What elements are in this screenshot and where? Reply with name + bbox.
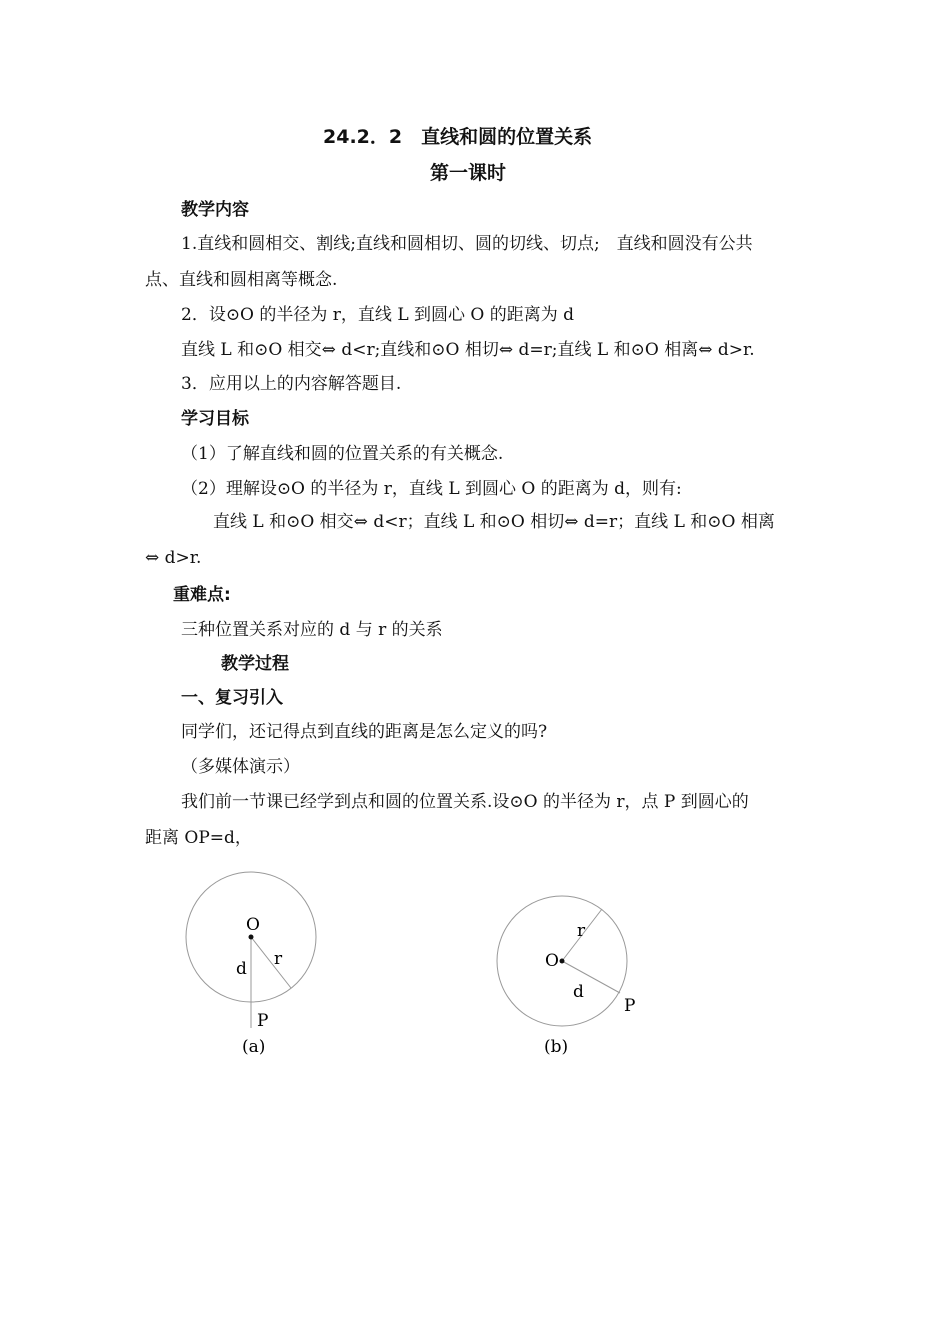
goal-line: 直线 L 和⊙O 相交⇔ d<r；直线 L 和⊙O 相切⇔ d=r；直线 L 和⊙O 相离 xyxy=(213,512,775,532)
goal-line: ⇔ d>r. xyxy=(145,548,202,568)
content-line: 1.直线和圆相交、割线;直线和圆相切、圆的切线、切点; 直线和圆没有公共 xyxy=(181,234,753,254)
center-label-b: O xyxy=(545,951,559,971)
section1-line: 距离 OP=d， xyxy=(145,828,252,848)
content-line: 直线 L 和⊙O 相交⇔ d<r;直线和⊙O 相切⇔ d=r;直线 L 和⊙O 相离⇔ d>r. xyxy=(181,340,755,360)
content-line: 点、直线和圆相离等概念. xyxy=(145,270,338,290)
segment-d-b xyxy=(562,961,620,993)
goals-heading: 学习目标 xyxy=(181,409,249,429)
page-subtitle: 第一课时 xyxy=(430,162,507,184)
d-label-b: d xyxy=(573,982,584,1002)
content-line: 2．设⊙O 的半径为 r，直线 L 到圆心 O 的距离为 d xyxy=(181,305,575,325)
caption-a: (a) xyxy=(242,1037,266,1057)
content-heading: 教学内容 xyxy=(181,200,249,220)
section1-line: 同学们，还记得点到直线的距离是怎么定义的吗? xyxy=(181,722,548,742)
r-label-a: r xyxy=(274,949,283,969)
point-label-a: P xyxy=(257,1011,269,1031)
section1-line: （多媒体演示） xyxy=(181,757,300,777)
radius-r-a xyxy=(251,937,291,988)
r-label-b: r xyxy=(577,921,586,941)
content-line: 3．应用以上的内容解答题目. xyxy=(181,374,402,394)
key-heading: 重难点: xyxy=(173,585,231,605)
section1-line: 我们前一节课已经学到点和圆的位置关系.设⊙O 的半径为 r，点 P 到圆心的 xyxy=(181,792,749,812)
section1-heading: 一、复习引入 xyxy=(181,688,283,708)
figure-b xyxy=(480,880,660,1080)
center-dot-a xyxy=(249,935,254,940)
key-text: 三种位置关系对应的 d 与 r 的关系 xyxy=(181,620,443,640)
page-title: 24.2．2 直线和圆的位置关系 xyxy=(323,126,593,148)
goal-line: （2）理解设⊙O 的半径为 r，直线 L 到圆心 O 的距离为 d，则有: xyxy=(181,479,682,499)
center-dot-b xyxy=(560,959,565,964)
goal-line: （1）了解直线和圆的位置关系的有关概念. xyxy=(181,444,504,464)
center-label-a: O xyxy=(246,915,260,935)
d-label-a: d xyxy=(236,959,247,979)
point-label-b: P xyxy=(624,996,636,1016)
process-heading: 教学过程 xyxy=(221,654,289,674)
caption-b: (b) xyxy=(544,1037,569,1057)
figure-a xyxy=(170,860,350,1060)
